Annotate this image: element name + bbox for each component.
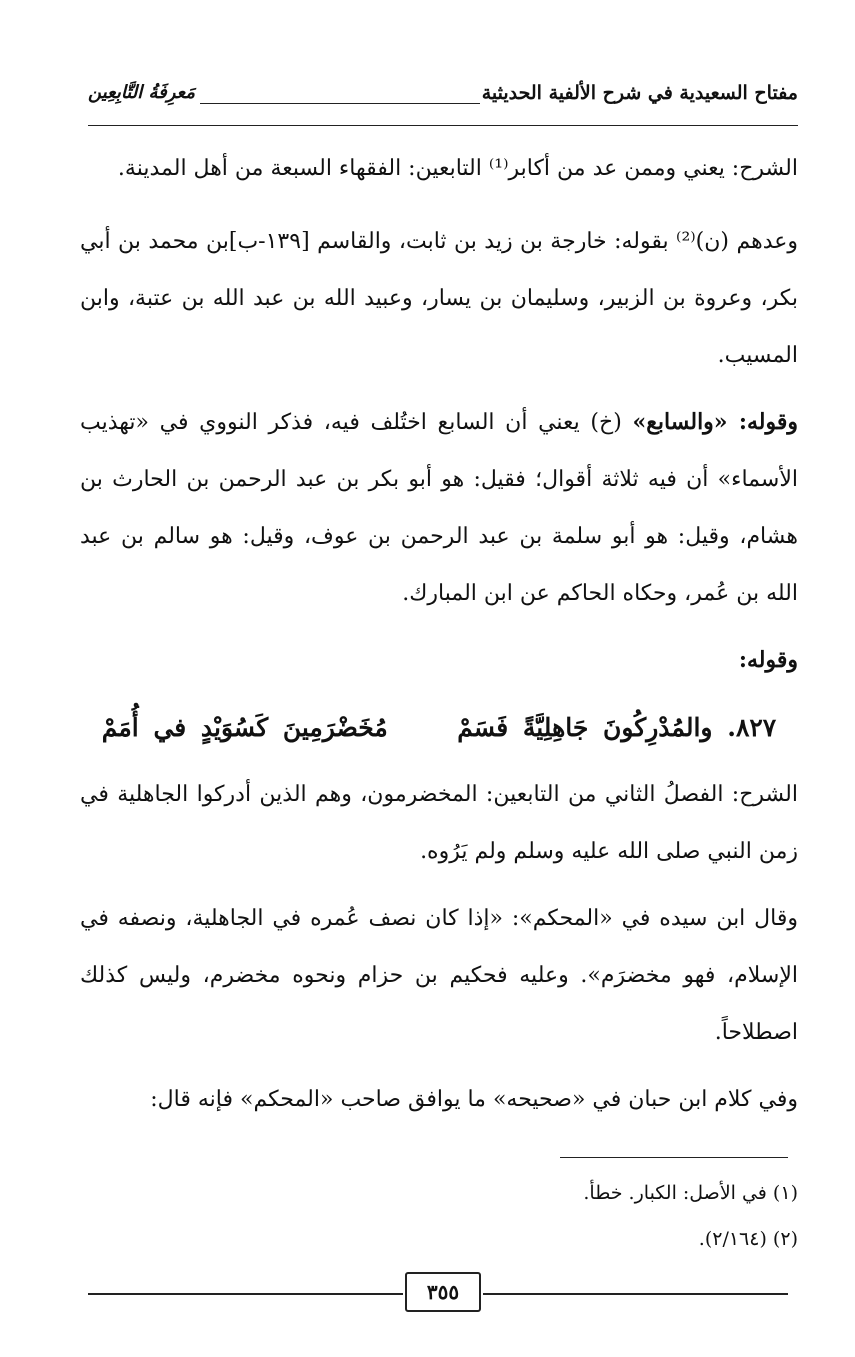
header-underline bbox=[88, 125, 798, 126]
footnotes bbox=[80, 1170, 798, 1262]
paragraph-sharh-1: الشرح: يعني وممن عد من أكابر⁽¹⁾ التابعين: الفقهاء السبعة من أهل المدينة. bbox=[117, 156, 798, 181]
verse-hemistich-2: مُخَضْرَمِينَ كَسُوَيْدٍ في أُمَمْ bbox=[101, 713, 388, 742]
qawluhu-label: وقوله: bbox=[738, 647, 798, 673]
main-text bbox=[80, 140, 798, 1138]
header-dash-rule bbox=[200, 103, 480, 104]
paragraph-sabi-text: (خ) يعني أن السابع اختُلف فيه، فذكر النووي في «تهذيب الأسماء» أن فيه ثلاثة أقوال؛ فقيل: هو أبو بكر بن عبد الرحمن بن الحارث بن هشام، وقيل: هو أبو سلمة بن عبد الرحمن بن عوف، وقيل: هو سالم بن عبد الله بن عُمر، وحكاه الحاكم عن ابن المبارك. bbox=[80, 410, 798, 606]
book-title: مفتاح السعيدية في شرح الألفية الحديثية bbox=[481, 82, 798, 104]
footnote-separator bbox=[560, 1157, 788, 1158]
paragraph-sabi bbox=[80, 394, 798, 622]
paragraph-fuqaha-list: وعدهم (ن)⁽²⁾ بقوله: خارجة بن زيد بن ثابت، والقاسم [١٣٩-ب]بن محمد بن أبي بكر، وعروة بن الزبير، وسليمان بن يسار، وعبيد الله بن عبد الله بن عتبة، وابن المسيب. bbox=[80, 229, 798, 368]
running-header bbox=[88, 82, 798, 122]
footer-rule-right bbox=[483, 1293, 788, 1295]
page-number: ٣٥٥ bbox=[405, 1272, 481, 1312]
section-title: مَعرِفَةُ التَّابِعِين bbox=[88, 82, 196, 103]
footnote-2: (٢) (٢/١٦٤). bbox=[698, 1228, 798, 1250]
paragraph-ibn-hibban: وفي كلام ابن حبان في «صحيحه» ما يوافق صاحب «المحكم» فإنه قال: bbox=[150, 1087, 798, 1112]
footer-rule-left bbox=[88, 1293, 403, 1295]
verse-hemistich-1: والمُدْرِكُونَ جَاهِلِيَّةً فَسَمْ bbox=[457, 713, 713, 742]
paragraph-ibn-sidah: وقال ابن سيده في «المحكم»: «إذا كان نصف عُمره في الجاهلية، ونصفه في الإسلام، فهو مخضرَم». وعليه فحكيم بن حزام ونحوه مخضرم، وليس كذلك اصطلاحاً. bbox=[80, 906, 798, 1045]
paragraph-mukhadramun: الشرح: الفصلُ الثاني من التابعين: المخضرمون، وهم الذين أدركوا الجاهلية في زمن النبي صلى الله عليه وسلم ولم يَرُوه. bbox=[80, 782, 798, 864]
verse-line bbox=[80, 699, 798, 756]
verse-number: ٨٢٧. bbox=[727, 713, 777, 742]
quote-lead: وقوله: «والسابع» bbox=[632, 409, 798, 435]
footnote-1: (١) في الأصل: الكبار. خطأ. bbox=[583, 1182, 798, 1204]
